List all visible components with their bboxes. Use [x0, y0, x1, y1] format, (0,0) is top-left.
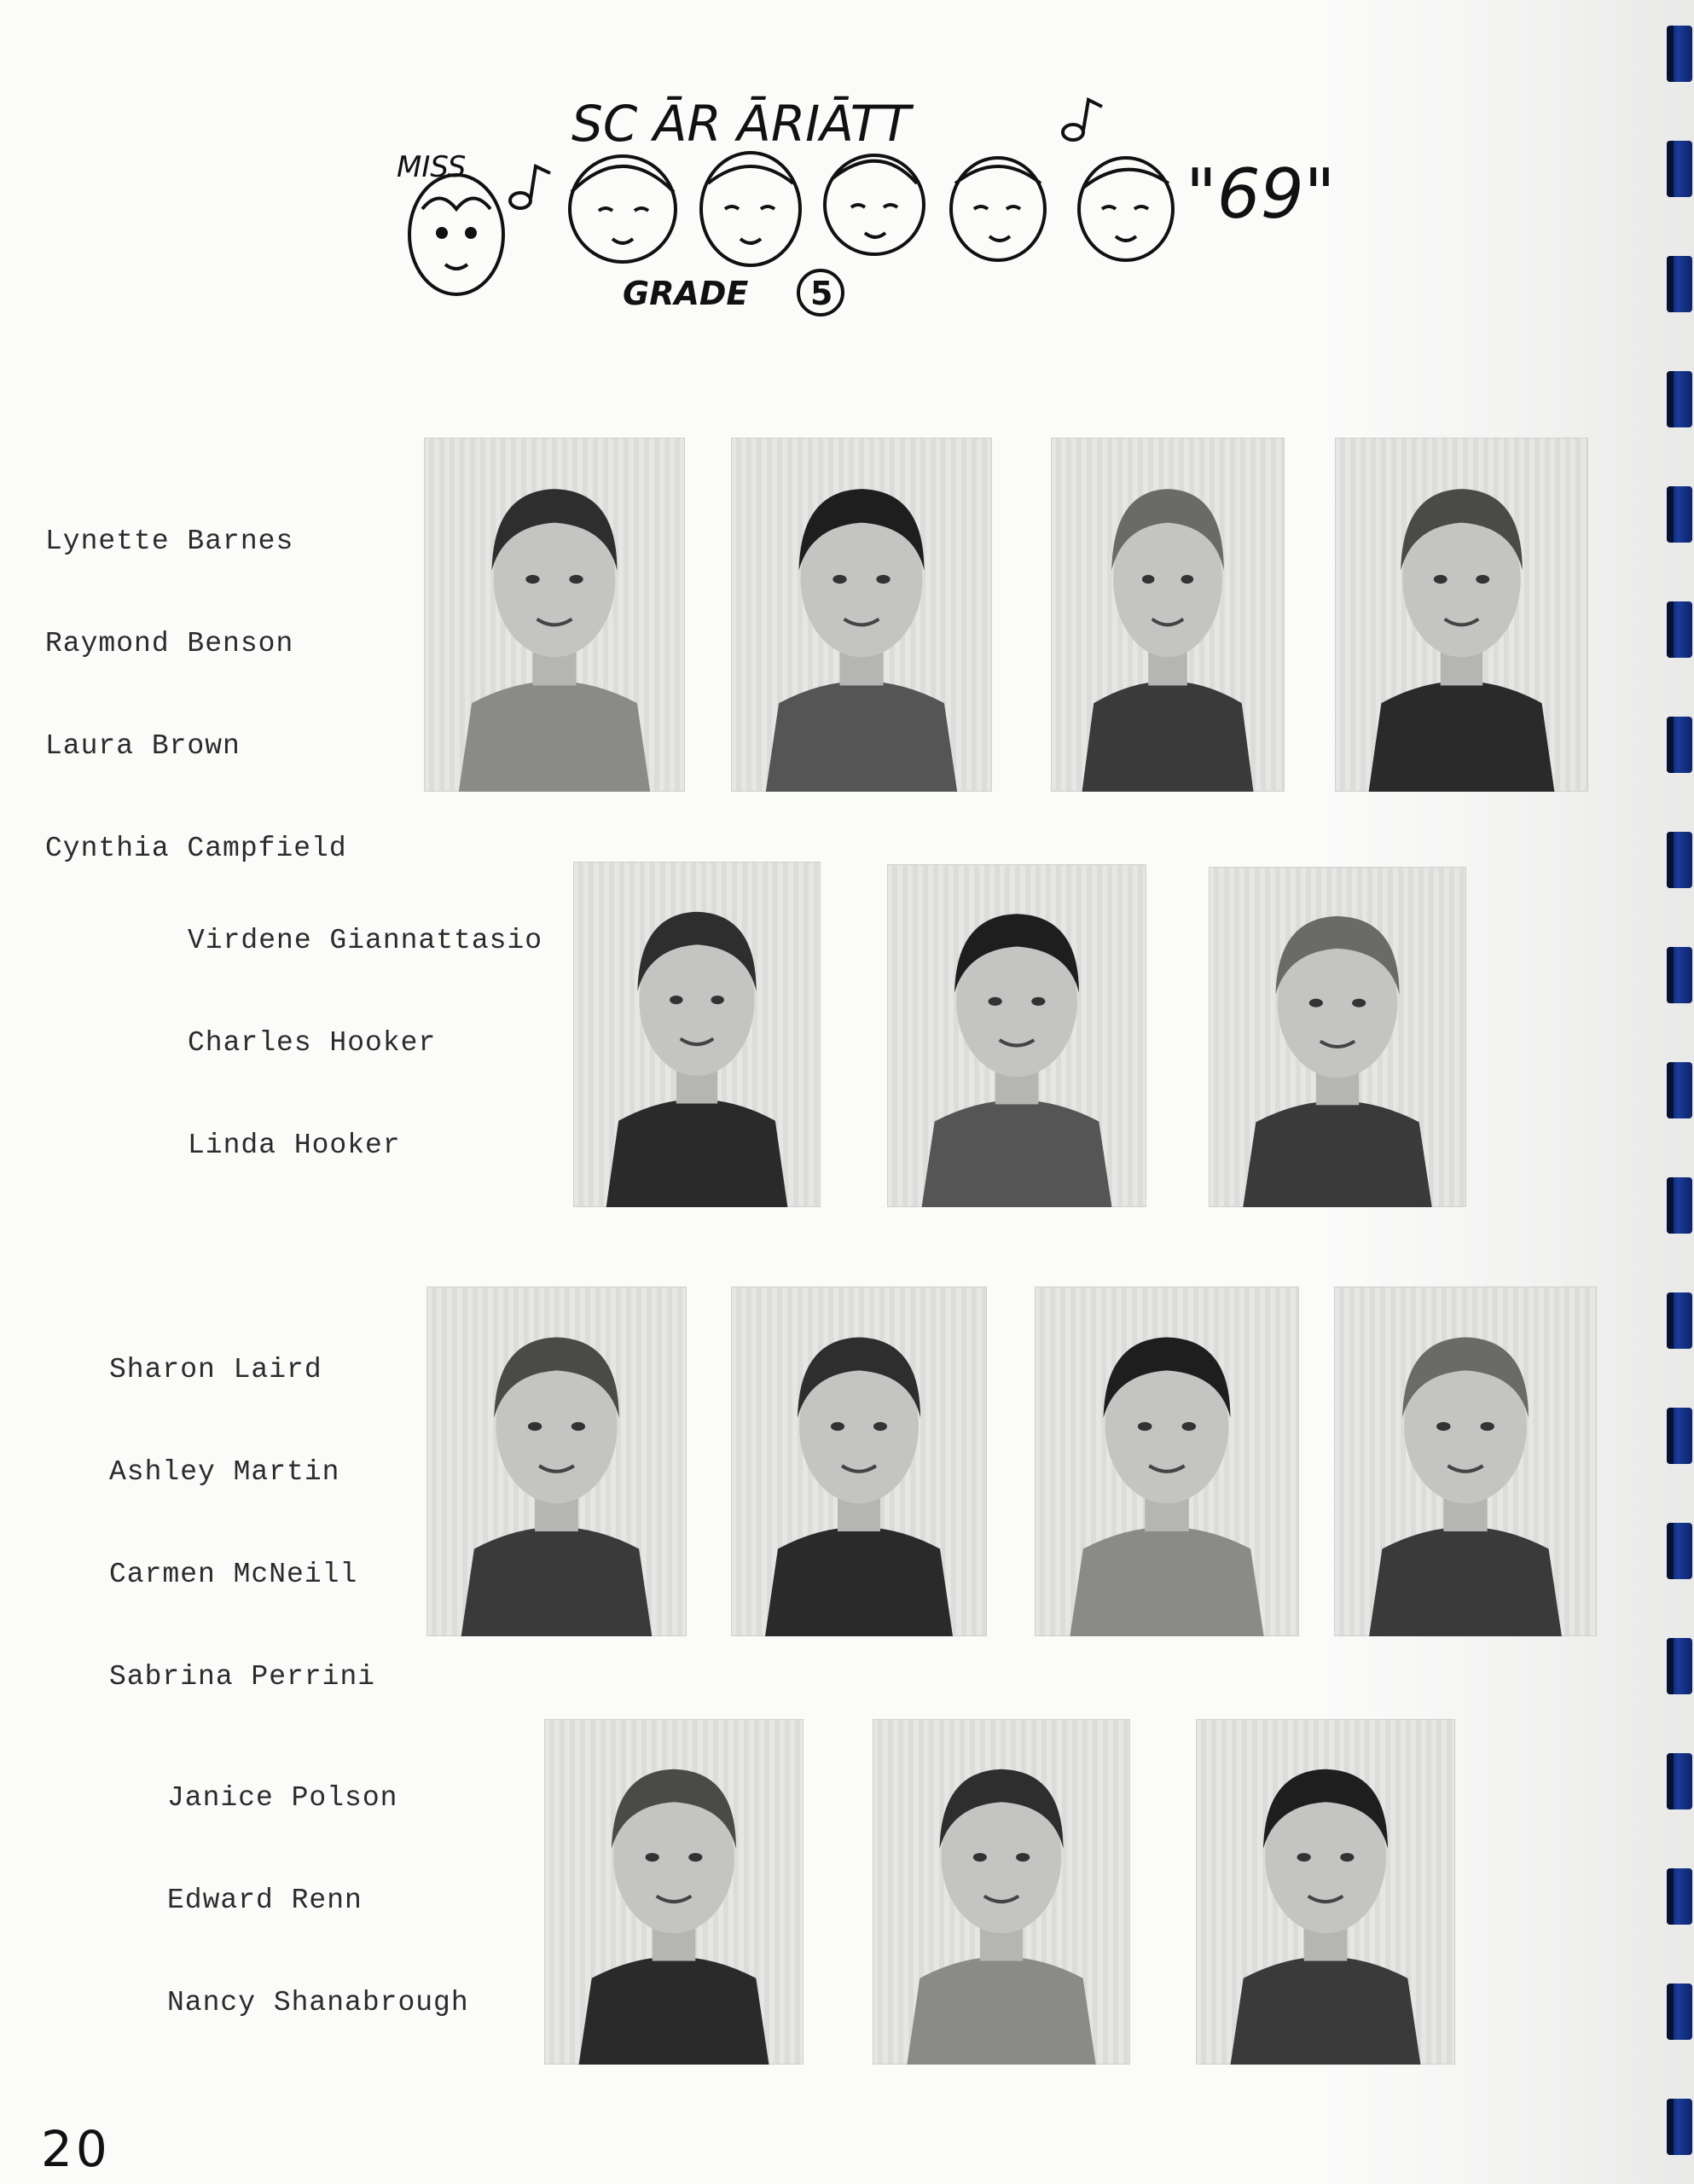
binding-ring — [1667, 1292, 1692, 1349]
student-portrait-photo — [544, 1719, 803, 2065]
student-portrait-photo — [573, 862, 821, 1207]
student-portrait-photo — [1035, 1287, 1299, 1636]
row-2-names — [188, 856, 542, 1231]
student-name: Linda Hooker — [188, 1130, 401, 1161]
binding-ring — [1667, 1984, 1692, 2040]
binding-ring — [1667, 601, 1692, 658]
student-name: Raymond Benson — [45, 628, 294, 659]
student-name: Ashley Martin — [109, 1456, 340, 1488]
binding-ring — [1667, 1638, 1692, 1694]
student-name: Sabrina Perrini — [109, 1661, 376, 1693]
student-name: Sharon Laird — [109, 1354, 322, 1385]
student-name: Charles Hooker — [188, 1027, 437, 1059]
binding-ring — [1667, 371, 1692, 427]
student-portrait-photo — [731, 438, 992, 792]
binding-ring — [1667, 256, 1692, 312]
binding-ring — [1667, 486, 1692, 543]
binding-ring — [1667, 1408, 1692, 1464]
student-name: Lynette Barnes — [45, 526, 294, 557]
student-name: Virdene Giannattasio — [188, 925, 543, 956]
binding-ring — [1667, 141, 1692, 197]
row-4-names — [167, 1713, 469, 2088]
teacher-name: SC ĀR ĀRIĀTT — [571, 95, 911, 153]
student-portrait-photo — [1196, 1719, 1455, 2065]
student-portrait-photo — [1209, 867, 1466, 1207]
student-portrait-photo — [1051, 438, 1285, 792]
student-name: Laura Brown — [45, 730, 241, 762]
student-name: Carmen McNeill — [109, 1559, 358, 1590]
student-portrait-photo — [887, 864, 1146, 1207]
binding-ring — [1667, 26, 1692, 82]
binding-ring — [1667, 2099, 1692, 2155]
binding-ring — [1667, 1062, 1692, 1118]
page-number: 20 — [41, 2120, 111, 2178]
year-label: "69" — [1186, 154, 1336, 234]
student-portrait-photo — [873, 1719, 1130, 2065]
student-portrait-photo — [426, 1287, 687, 1636]
binding-ring — [1667, 947, 1692, 1003]
header-drawing — [375, 81, 1348, 328]
cartoon-faces — [409, 153, 1173, 294]
grade-number: 5 — [810, 275, 833, 312]
binding-ring — [1667, 1523, 1692, 1579]
student-portrait-photo — [1335, 438, 1588, 792]
binding-ring — [1667, 717, 1692, 773]
binding-ring — [1667, 1868, 1692, 1925]
grade-label: GRADE — [623, 275, 749, 312]
binding-ring — [1667, 1753, 1692, 1809]
student-portrait-photo — [1334, 1287, 1597, 1636]
student-name: Nancy Shanabrough — [167, 1987, 469, 2018]
binding-ring — [1667, 1177, 1692, 1234]
student-name: Edward Renn — [167, 1885, 363, 1916]
student-name: Cynthia Campfield — [45, 833, 347, 864]
spiral-binding — [1663, 0, 1694, 2184]
binding-ring — [1667, 832, 1692, 888]
teacher-prefix: MISS — [397, 150, 467, 184]
student-portrait-photo — [731, 1287, 987, 1636]
row-3-names — [109, 1285, 375, 1763]
student-portrait-photo — [424, 438, 685, 792]
class-header — [375, 81, 1348, 328]
student-name: Janice Polson — [167, 1782, 398, 1814]
